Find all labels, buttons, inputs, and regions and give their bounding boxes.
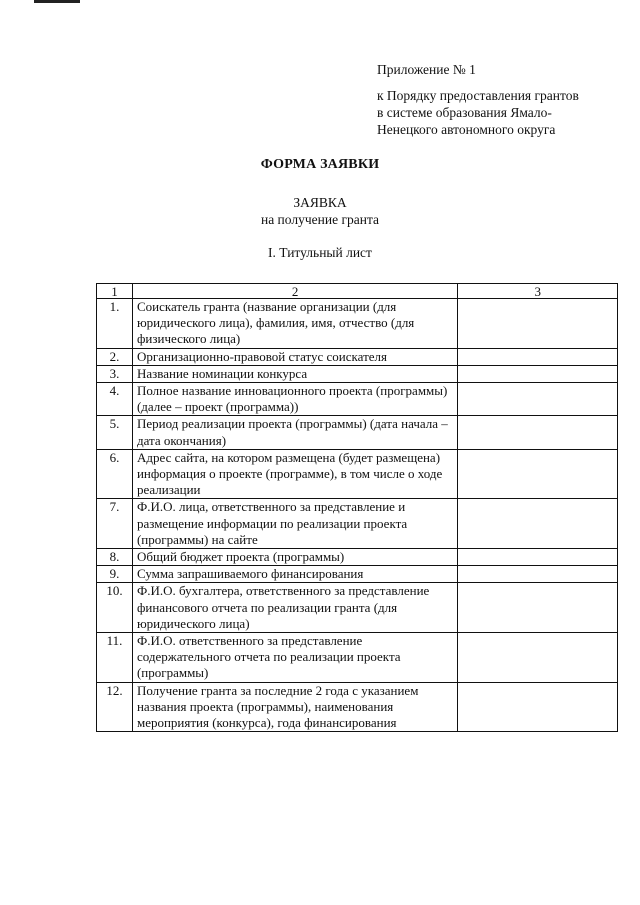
row-number: 12. (97, 682, 133, 732)
row-number: 10. (97, 583, 133, 633)
column-header: 1 (97, 284, 133, 299)
row-value-cell[interactable] (458, 348, 618, 365)
row-value-cell[interactable] (458, 549, 618, 566)
row-value-cell[interactable] (458, 383, 618, 416)
table-row (97, 499, 618, 549)
appendix-line: к Порядку предоставления грантов (377, 88, 579, 103)
table-row (97, 348, 618, 365)
table-row (97, 365, 618, 382)
row-number: 2. (97, 348, 133, 365)
row-label: Название номинации конкурса (132, 365, 457, 382)
row-value-cell[interactable] (458, 566, 618, 583)
table-row (97, 549, 618, 566)
row-number: 5. (97, 416, 133, 449)
row-number: 9. (97, 566, 133, 583)
row-number: 8. (97, 549, 133, 566)
row-label: Сумма запрашиваемого финансирования (132, 566, 457, 583)
column-header: 2 (132, 284, 457, 299)
table-row (97, 416, 618, 449)
row-label: Организационно-правовой статус соискателя (132, 348, 457, 365)
appendix-line: Ненецкого автономного округа (377, 122, 556, 137)
application-heading (0, 194, 640, 228)
row-label: Общий бюджет проекта (программы) (132, 549, 457, 566)
row-number: 6. (97, 449, 133, 499)
row-value-cell[interactable] (458, 633, 618, 683)
table-header-row (97, 284, 618, 299)
table-row (97, 583, 618, 633)
section-title: I. Титульный лист (268, 245, 372, 260)
table-row (97, 299, 618, 349)
table-row (97, 682, 618, 732)
row-number: 3. (97, 365, 133, 382)
table-row (97, 449, 618, 499)
appendix-header (377, 61, 617, 138)
application-title: ЗАЯВКА (293, 195, 347, 210)
row-label: Ф.И.О. лица, ответственного за представление и размещение информации по реализации проекта (программы) на сайте (132, 499, 457, 549)
row-number: 1. (97, 299, 133, 349)
row-value-cell[interactable] (458, 299, 618, 349)
appendix-line: в системе образования Ямало- (377, 105, 552, 120)
appendix-number: Приложение № 1 (377, 62, 476, 77)
row-value-cell[interactable] (458, 583, 618, 633)
row-value-cell[interactable] (458, 682, 618, 732)
row-label: Период реализации проекта (программы) (дата начала – дата окончания) (132, 416, 457, 449)
row-value-cell[interactable] (458, 499, 618, 549)
row-number: 4. (97, 383, 133, 416)
table-row (97, 566, 618, 583)
column-header: 3 (458, 284, 618, 299)
title-sheet-table (96, 283, 618, 732)
row-value-cell[interactable] (458, 416, 618, 449)
row-label: Соискатель гранта (название организации (для юридического лица), фамилия, имя, отчество (для физического лица) (132, 299, 457, 349)
row-label: Ф.И.О. бухгалтера, ответственного за представление финансового отчета по реализации гранта (для юридического лица) (132, 583, 457, 633)
row-value-cell[interactable] (458, 449, 618, 499)
row-value-cell[interactable] (458, 365, 618, 382)
row-number: 11. (97, 633, 133, 683)
application-subtitle: на получение гранта (260, 212, 380, 227)
row-label: Полное название инновационного проекта (программы) (далее – проект (программа)) (132, 383, 457, 416)
row-label: Получение гранта за последние 2 года с указанием названия проекта (программы), наименования мероприятия (конкурса), года финансирования (132, 682, 457, 732)
table-row (97, 383, 618, 416)
row-label: Ф.И.О. ответственного за представление содержательного отчета по реализации проекта (программы) (132, 633, 457, 683)
row-label: Адрес сайта, на котором размещена (будет размещена) информация о проекте (программе), в том числе о ходе реализации (132, 449, 457, 499)
row-number: 7. (97, 499, 133, 549)
scan-edge-mark (34, 0, 80, 3)
table-row (97, 633, 618, 683)
form-title: ФОРМА ЗАЯВКИ (260, 157, 380, 172)
